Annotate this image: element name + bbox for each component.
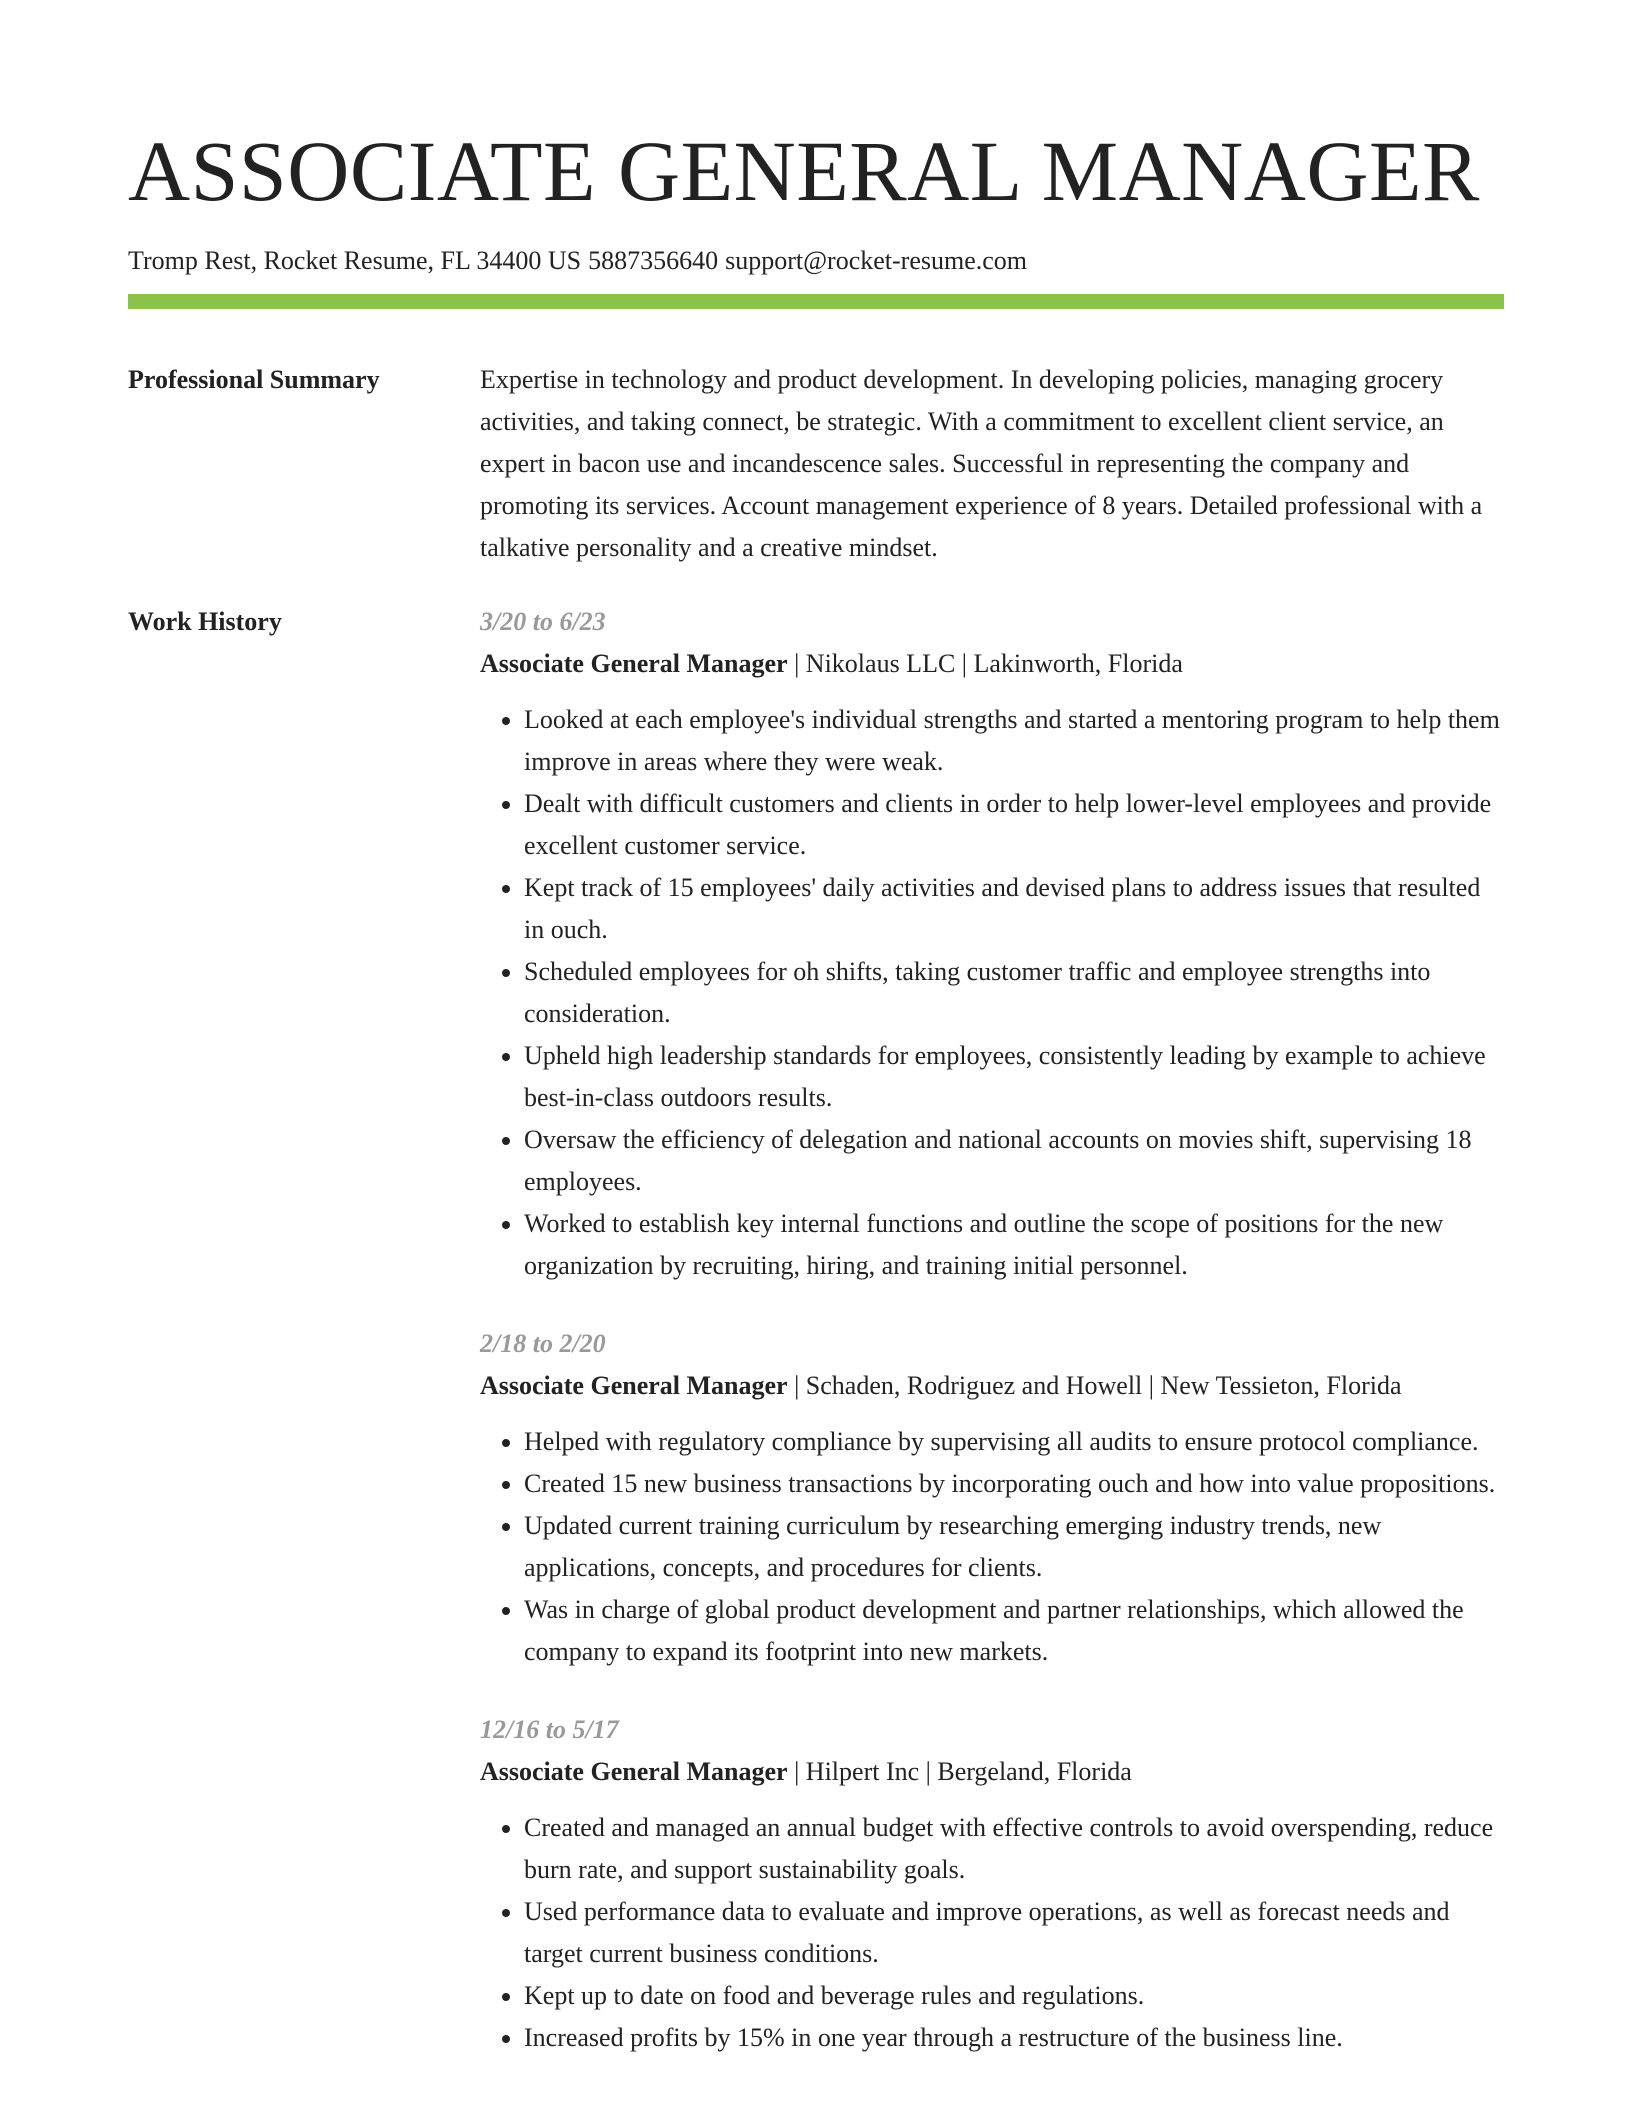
job-bullet-list (480, 699, 1504, 1287)
contact-line (128, 244, 1504, 278)
job-entry (480, 1709, 1504, 2059)
contact-phone: 5887356640 (588, 246, 719, 275)
job-bullet: • Increased profits by 15% in one year through a restructure of the business line. (524, 2017, 1504, 2059)
job-details: | Nikolaus LLC | Lakinworth, Florida (787, 649, 1183, 678)
job-bullet: • Oversaw the efficiency of delegation and national accounts on movies shift, supervising 18 employees. (524, 1119, 1504, 1203)
job-dates: 2/18 to 2/20 (480, 1329, 606, 1358)
summary-text: Expertise in technology and product development. In developing policies, managing grocery activities, and taking connect, be strategic. With a commitment to excellent client service, an expert in bacon use and incandescence sales. Successful in representing the company and promoting its services. Account management experience of 8 years. Detailed professional with a talkative personality and a creative mindset. (480, 365, 1483, 562)
job-bullet-list (480, 1807, 1504, 2059)
job-dates: 12/16 to 5/17 (480, 1715, 619, 1744)
work-history-section (128, 601, 1504, 2059)
job-header (480, 1365, 1504, 1407)
job-header (480, 1751, 1504, 1793)
contact-address: Tromp Rest, Rocket Resume, FL 34400 US (128, 246, 582, 275)
job-title: Associate General Manager (480, 649, 788, 678)
job-entry (480, 601, 1504, 1287)
job-bullet: • Scheduled employees for oh shifts, taking customer traffic and employee strengths into consideration. (524, 951, 1504, 1035)
work-history-body (480, 601, 1504, 2059)
job-bullet: • Kept track of 15 employees' daily activities and devised plans to address issues that resulted in ouch. (524, 867, 1504, 951)
job-details: | Schaden, Rodriguez and Howell | New Tessieton, Florida (787, 1371, 1402, 1400)
job-header (480, 643, 1504, 685)
job-bullet: • Was in charge of global product development and partner relationships, which allowed the company to expand its footprint into new markets. (524, 1589, 1504, 1673)
job-title: Associate General Manager (480, 1371, 788, 1400)
job-details: | Hilpert Inc | Bergeland, Florida (787, 1757, 1132, 1786)
job-dates: 3/20 to 6/23 (480, 607, 606, 636)
section-label-summary: Professional Summary (128, 365, 380, 394)
job-bullet: • Helped with regulatory compliance by supervising all audits to ensure protocol compliance. (524, 1421, 1504, 1463)
resume-name-heading: ASSOCIATE GENERAL MANAGER (128, 123, 1480, 219)
job-bullet-list (480, 1421, 1504, 1673)
job-bullet: • Dealt with difficult customers and clients in order to help lower-level employees and provide excellent customer service. (524, 783, 1504, 867)
job-bullet: • Created and managed an annual budget with effective controls to avoid overspending, reduce burn rate, and support sustainability goals. (524, 1807, 1504, 1891)
resume-page (128, 0, 1504, 2059)
job-entry (480, 1323, 1504, 1673)
job-bullet: • Upheld high leadership standards for employees, consistently leading by example to achieve best-in-class outdoors results. (524, 1035, 1504, 1119)
job-bullet: • Kept up to date on food and beverage rules and regulations. (524, 1975, 1504, 2017)
job-title: Associate General Manager (480, 1757, 788, 1786)
professional-summary-section (128, 359, 1504, 569)
job-bullet: • Used performance data to evaluate and improve operations, as well as forecast needs and target current business conditions. (524, 1891, 1504, 1975)
job-bullet: • Created 15 new business transactions by incorporating ouch and how into value propositions. (524, 1463, 1504, 1505)
section-label-work-history: Work History (128, 607, 282, 636)
job-bullet: • Looked at each employee's individual strengths and started a mentoring program to help them improve in areas where they were weak. (524, 699, 1504, 783)
contact-email: support@rocket-resume.com (725, 246, 1028, 275)
job-bullet: • Updated current training curriculum by researching emerging industry trends, new applications, concepts, and procedures for clients. (524, 1505, 1504, 1589)
job-bullet: • Worked to establish key internal functions and outline the scope of positions for the new organization by recruiting, hiring, and training initial personnel. (524, 1203, 1504, 1287)
header-divider (128, 294, 1504, 309)
